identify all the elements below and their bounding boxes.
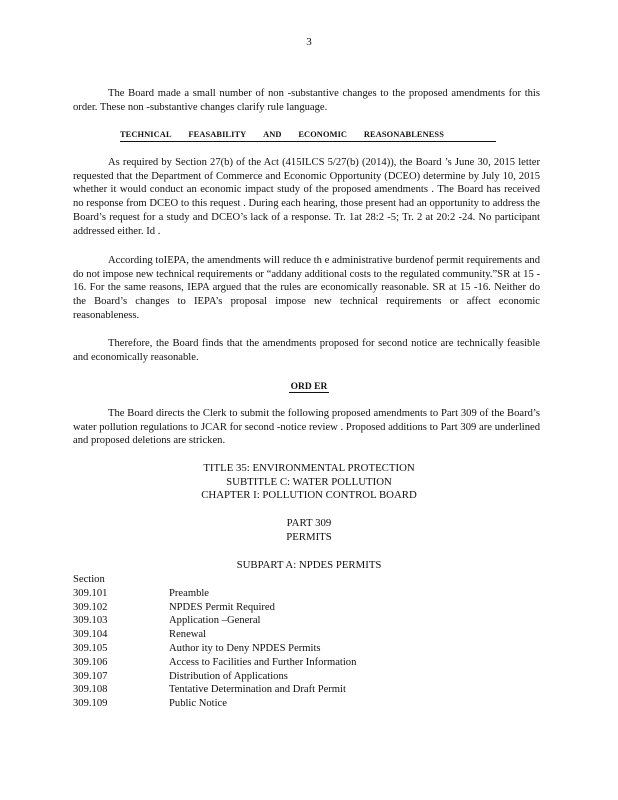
section-heading-technical-feasibility xyxy=(120,129,496,142)
toc-row xyxy=(73,683,356,697)
toc-section-number: 309.107 xyxy=(73,670,108,682)
heading-word: REASONABLENESS xyxy=(363,130,444,139)
heading-word: ECONOMIC xyxy=(298,130,348,139)
toc-section-label xyxy=(73,573,356,587)
toc-row xyxy=(73,614,356,628)
toc-section-title: NPDES Permit Required xyxy=(169,601,275,613)
toc-row xyxy=(73,628,356,642)
paragraph-changes-text: The Board made a small number of non -substantive changes to the proposed amendments for this order. These non -substantive changes clarify rule language. xyxy=(73,88,540,113)
toc-section-title: Public Notice xyxy=(169,698,227,710)
page-number: 3 xyxy=(306,36,312,48)
paragraph-finding-text: Therefore, the Board finds that the amendments proposed for second notice are technically feasible and economically reasonable. xyxy=(73,338,540,363)
subpart-heading: SUBPART A: NPDES PERMITS xyxy=(236,559,382,571)
toc-section-title: Renewal xyxy=(169,629,207,641)
toc-row xyxy=(73,697,356,711)
table-of-contents xyxy=(73,573,356,711)
toc-section-number: 309.109 xyxy=(73,698,108,710)
subtitle-line: SUBTITLE C: WATER POLLUTION xyxy=(226,476,392,488)
paragraph-section-27b-text: As required by Section 27(b) of the Act (415ILCS 5/27(b) (2014)), the Board ’s June 30, 2015 letter requested that the Department of Commerce and Economic Opportunity (DCEO) determine by July 10, 2015 whether it would conduct an economic impact study of the proposed amendments . The Board has received no response from DCEO to this request . During each hearing, those present had an opportunity to address the Board’s request for a study and DCEO’s lack of a response. Tr. 1at 28:2 -5; Tr. 2 at 20:2 -24. No participant addressed either. Id . xyxy=(73,157,540,237)
toc-section-title: Preamble xyxy=(169,587,210,599)
toc-section-title: Distribution of Applications xyxy=(169,670,288,682)
toc-section-number: 309.103 xyxy=(73,615,108,627)
paragraph-iepa xyxy=(73,254,540,323)
toc-row xyxy=(73,642,356,656)
toc-section-number: 309.105 xyxy=(73,642,108,654)
heading-word: TECHNICAL xyxy=(120,130,172,139)
part-title-line: PERMITS xyxy=(286,531,332,543)
toc-row xyxy=(73,670,356,684)
order-heading-text: ORD ER xyxy=(290,382,328,392)
toc-section-number: 309.101 xyxy=(73,587,108,599)
title-line: TITLE 35: ENVIRONMENTAL PROTECTION xyxy=(203,462,415,474)
paragraph-section-27b xyxy=(73,156,540,238)
toc-section-title: Application –General xyxy=(169,615,261,627)
toc-section-label-text: Section xyxy=(73,574,105,585)
toc-section-title: Tentative Determination and Draft Permit xyxy=(169,684,346,696)
toc-section-number: 309.104 xyxy=(73,629,108,641)
toc-row xyxy=(73,601,356,615)
heading-word: FEASABILITY xyxy=(188,130,247,139)
toc-row xyxy=(73,656,356,670)
order-heading xyxy=(0,381,618,395)
paragraph-changes xyxy=(73,87,540,114)
toc-row xyxy=(73,587,356,601)
heading-word: AND xyxy=(263,130,282,139)
chapter-line: CHAPTER I: POLLUTION CONTROL BOARD xyxy=(201,489,417,501)
part-line: PART 309 xyxy=(286,517,332,529)
toc-section-title: Access to Facilities and Further Information xyxy=(169,656,357,668)
paragraph-finding xyxy=(73,337,540,364)
toc-section-number: 309.102 xyxy=(73,601,108,613)
paragraph-directive-text: The Board directs the Clerk to submit the following proposed amendments to Part 309 of the Board’s water pollution regulations to JCAR for second -notice review . Proposed additions to Part 309 are underlined and proposed deletions are stricken. xyxy=(73,408,540,447)
toc-section-title: Author ity to Deny NPDES Permits xyxy=(169,642,321,654)
paragraph-directive xyxy=(73,407,540,448)
toc-section-number: 309.106 xyxy=(73,656,108,668)
toc-section-number: 309.108 xyxy=(73,684,108,696)
paragraph-iepa-text: According toIEPA, the amendments will reduce th e administrative burdenof permit requirements and do not impose new technical requirements or “addany additional costs to the regulated community.”SR at 15 - 16. For the same reasons, IEPA argued that the rules are economically reasonable. SR at 15 -16. Neither do the Board’s changes to IEPA’s proposal impose new technical requirements or affect economic reasonableness. xyxy=(73,255,540,321)
